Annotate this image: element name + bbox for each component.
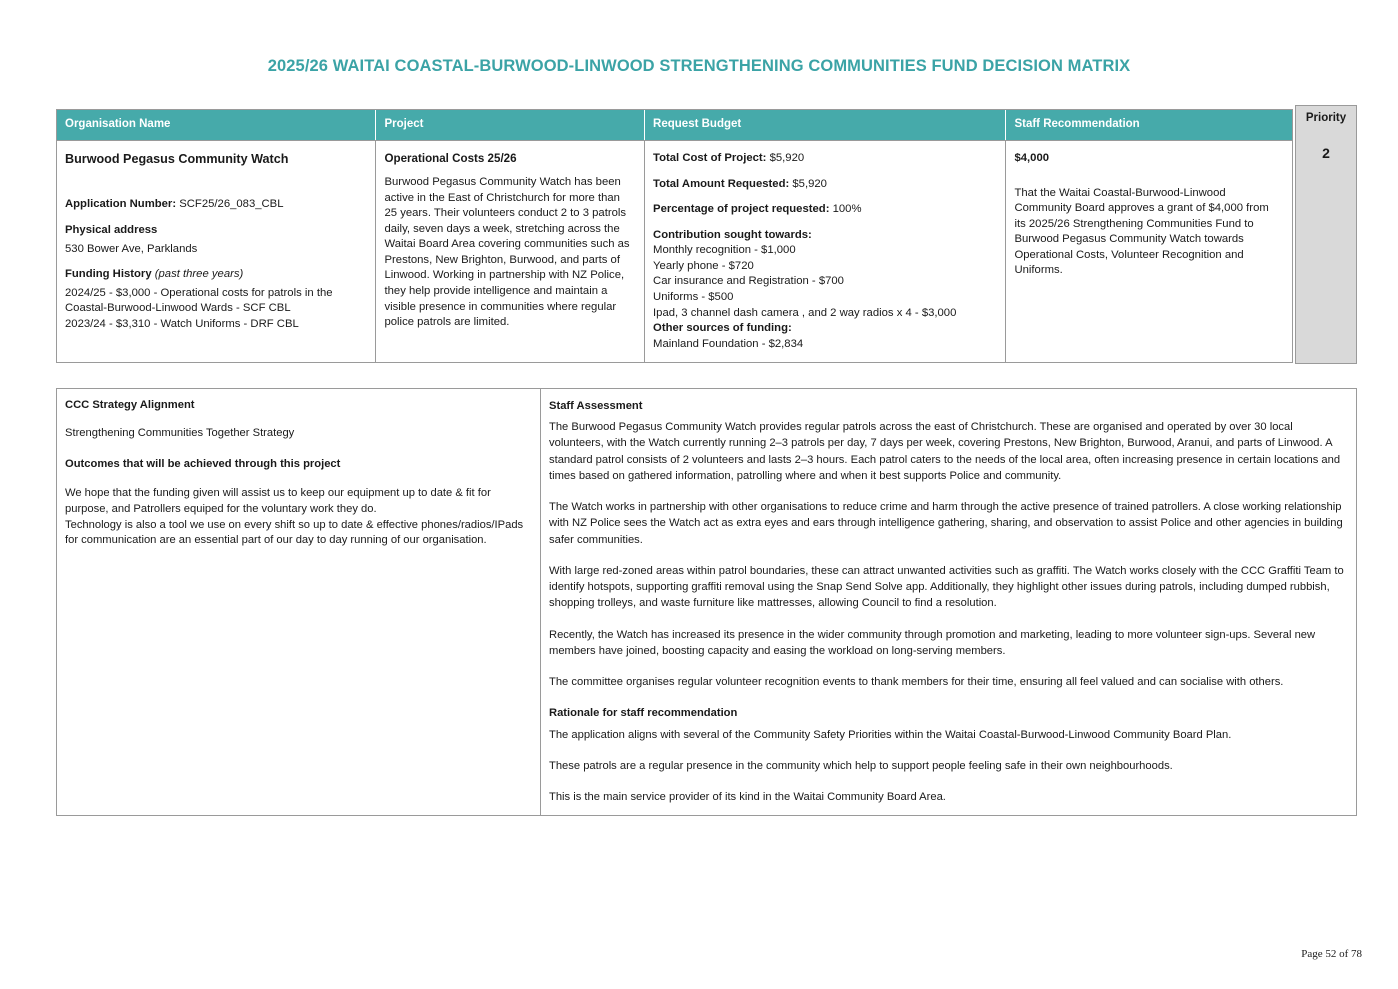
- total-requested-value: $5,920: [792, 177, 827, 190]
- rationale-paragraph: The application aligns with several of the Community Safety Priorities within the Waitai Coastal-Burwood-Linwood Community Board Plan.: [549, 728, 1232, 741]
- cell-ccc-strategy-alignment: [57, 389, 541, 815]
- funding-history-heading: [65, 267, 365, 283]
- assessment-paragraph: The Burwood Pegasus Community Watch provides regular patrols across the east of Christchurch. These are organised and operated by over 30 local volunteers, with the Watch currently running 2–3 patrols per day, 7 days per week, covering Prestons, New Brighton, Burwood, Aranui, and parts of Linwood. A standard patrol consists of 2 volunteers and lasts 2–3 hours. Each patrol caters to the needs of the local area, often increasing presence in certain locations and times based on gathered information, patrolling where and when it best supports Police and community.: [549, 421, 1341, 482]
- assessment-paragraph: The committee organises regular volunteer recognition events to thank members for their time, ensuring all feel valued and can socialise with others.: [549, 676, 1284, 689]
- contribution-item: Ipad, 3 channel dash camera , and 2 way radios x 4 - $3,000: [653, 306, 957, 319]
- priority-column: [1295, 105, 1357, 364]
- project-description: Burwood Pegasus Community Watch has been active in the East of Christchurch for more than 25 years. Their volunteers conduct 2 to 3 patrols daily, seven days a week, stretching across the Waitai Board Area covering communities such as Prestons, New Brighton, Burwood, and parts of Linwood. Working in partnership with NZ Police, they help provide intelligence and maintain a visible presence in communities where regular police patrols are limited.: [384, 175, 630, 329]
- cell-request-budget: [645, 140, 1006, 362]
- priority-value: 2: [1322, 145, 1330, 161]
- other-sources-item: Mainland Foundation - $2,834: [653, 337, 804, 350]
- rationale-paragraph: This is the main service provider of its kind in the Waitai Community Board Area.: [549, 790, 946, 803]
- assessment-heading: Staff Assessment: [549, 400, 643, 412]
- column-header-priority: Priority: [1305, 112, 1347, 124]
- total-cost-label: Total Cost of Project:: [653, 152, 767, 164]
- outcomes-text-2: Technology is also a tool we use on every shift so up to date & effective phones/radios/IPads for communication are an essential part of our day to day running of our organisation.: [65, 518, 524, 547]
- assessment-paragraph: Recently, the Watch has increased its presence in the wider community through promotion and marketing, leading to more volunteer sign-ups. Several new members have joined, boosting capacity and easing the workload on long-serving members.: [549, 628, 1316, 657]
- recommended-amount: $4,000: [1014, 152, 1050, 164]
- recommendation-text: That the Waitai Coastal-Burwood-Linwood Community Board approves a grant of $4,000 from its 2025/26 Strengthening Communities Fund to Burwood Pegasus Community Watch towards Operational Costs, Volunteer Recognition and Uniforms.: [1014, 186, 1269, 277]
- application-number-value: SCF25/26_083_CBL: [179, 198, 284, 211]
- decision-matrix-table: [56, 109, 1293, 363]
- funding-history-line-3: 2023/24 - $3,310 - Watch Uniforms - DRF CBL: [65, 317, 299, 330]
- percentage-label: Percentage of project requested:: [653, 203, 830, 216]
- outcomes-text-1: We hope that the funding given will assist us to keep our equipment up to date & fit for purpose, and Patrollers equiped for the voluntary work they do.: [65, 486, 491, 515]
- total-cost-value: $5,920: [769, 152, 805, 164]
- cell-staff-assessment: [541, 389, 1356, 815]
- funding-history-note: (past three years): [154, 268, 244, 281]
- total-amount-requested: [653, 177, 995, 193]
- organisation-name: Burwood Pegasus Community Watch: [65, 152, 289, 166]
- physical-address-label: Physical address: [65, 223, 158, 236]
- rationale-heading: Rationale for staff recommendation: [549, 707, 738, 720]
- outcomes-heading: Outcomes that will be achieved through this project: [65, 457, 341, 470]
- percentage-value: 100%: [832, 203, 862, 216]
- physical-address-value: 530 Bower Ave, Parklands: [65, 242, 198, 255]
- detail-table: [56, 388, 1357, 816]
- application-number-label: Application Number:: [65, 198, 177, 211]
- percentage-requested: [653, 202, 995, 218]
- assessment-paragraph: The Watch works in partnership with other organisations to reduce crime and harm through the active presence of trained patrollers. A close working relationship with NZ Police sees the Watch act as extra eyes and ears through intelligence gathering, sharing, and observation to assist Police and other agencies in building safer communities.: [549, 501, 1343, 546]
- funding-history-line-1: 2024/25 - $3,000 - Operational costs for patrols in the: [65, 286, 333, 299]
- column-header-staff-recommendation: Staff Recommendation: [1014, 118, 1140, 130]
- cell-staff-recommendation: [1006, 140, 1292, 362]
- strategy-heading: CCC Strategy Alignment: [65, 399, 195, 411]
- rationale-paragraph: These patrols are a regular presence in the community which help to support people feeling safe in their own neighbourhoods.: [549, 759, 1173, 772]
- funding-history-label: Funding History: [65, 268, 152, 281]
- assessment-paragraph: With large red-zoned areas within patrol boundaries, these can attract unwanted activities such as graffiti. The Watch works closely with the CCC Graffiti Team to identify hotspots, supporting graffiti removal using the Snap Send Solve app. Additionally, they highlight other issues during patrols, including dumped rubbish, shopping trolleys, and waste furniture like mattresses, allowing Council to find a resolution.: [549, 564, 1344, 610]
- contribution-item: Yearly phone - $720: [653, 259, 754, 272]
- contribution-item: Uniforms - $500: [653, 291, 734, 304]
- matrix-body-row: [57, 140, 1292, 362]
- total-requested-label: Total Amount Requested:: [653, 177, 790, 190]
- column-header-project: Project: [376, 110, 645, 140]
- application-number: [65, 197, 365, 213]
- matrix-header-row: [57, 110, 1292, 140]
- total-cost-of-project: [653, 151, 995, 167]
- contribution-heading: Contribution sought towards:: [653, 228, 812, 241]
- page-title: 2025/26 WAITAI COASTAL-BURWOOD-LINWOOD STRENGTHENING COMMUNITIES FUND DECISION MATRIX: [267, 57, 1131, 75]
- column-header-request-budget: Request Budget: [645, 110, 1006, 140]
- column-header-organisation: Organisation Name: [57, 110, 376, 140]
- other-sources-heading: Other sources of funding:: [653, 322, 792, 335]
- contribution-item: Monthly recognition - $1,000: [653, 244, 796, 257]
- cell-project: [376, 140, 645, 362]
- contribution-item: Car insurance and Registration - $700: [653, 275, 844, 288]
- strategy-name: Strengthening Communities Together Strategy: [65, 426, 295, 439]
- cell-organisation: [57, 140, 376, 362]
- project-title: Operational Costs 25/26: [384, 152, 517, 165]
- funding-history-line-2: Coastal-Burwood-Linwood Wards - SCF CBL: [65, 302, 291, 315]
- page-footer: Page 52 of 78: [1301, 948, 1362, 960]
